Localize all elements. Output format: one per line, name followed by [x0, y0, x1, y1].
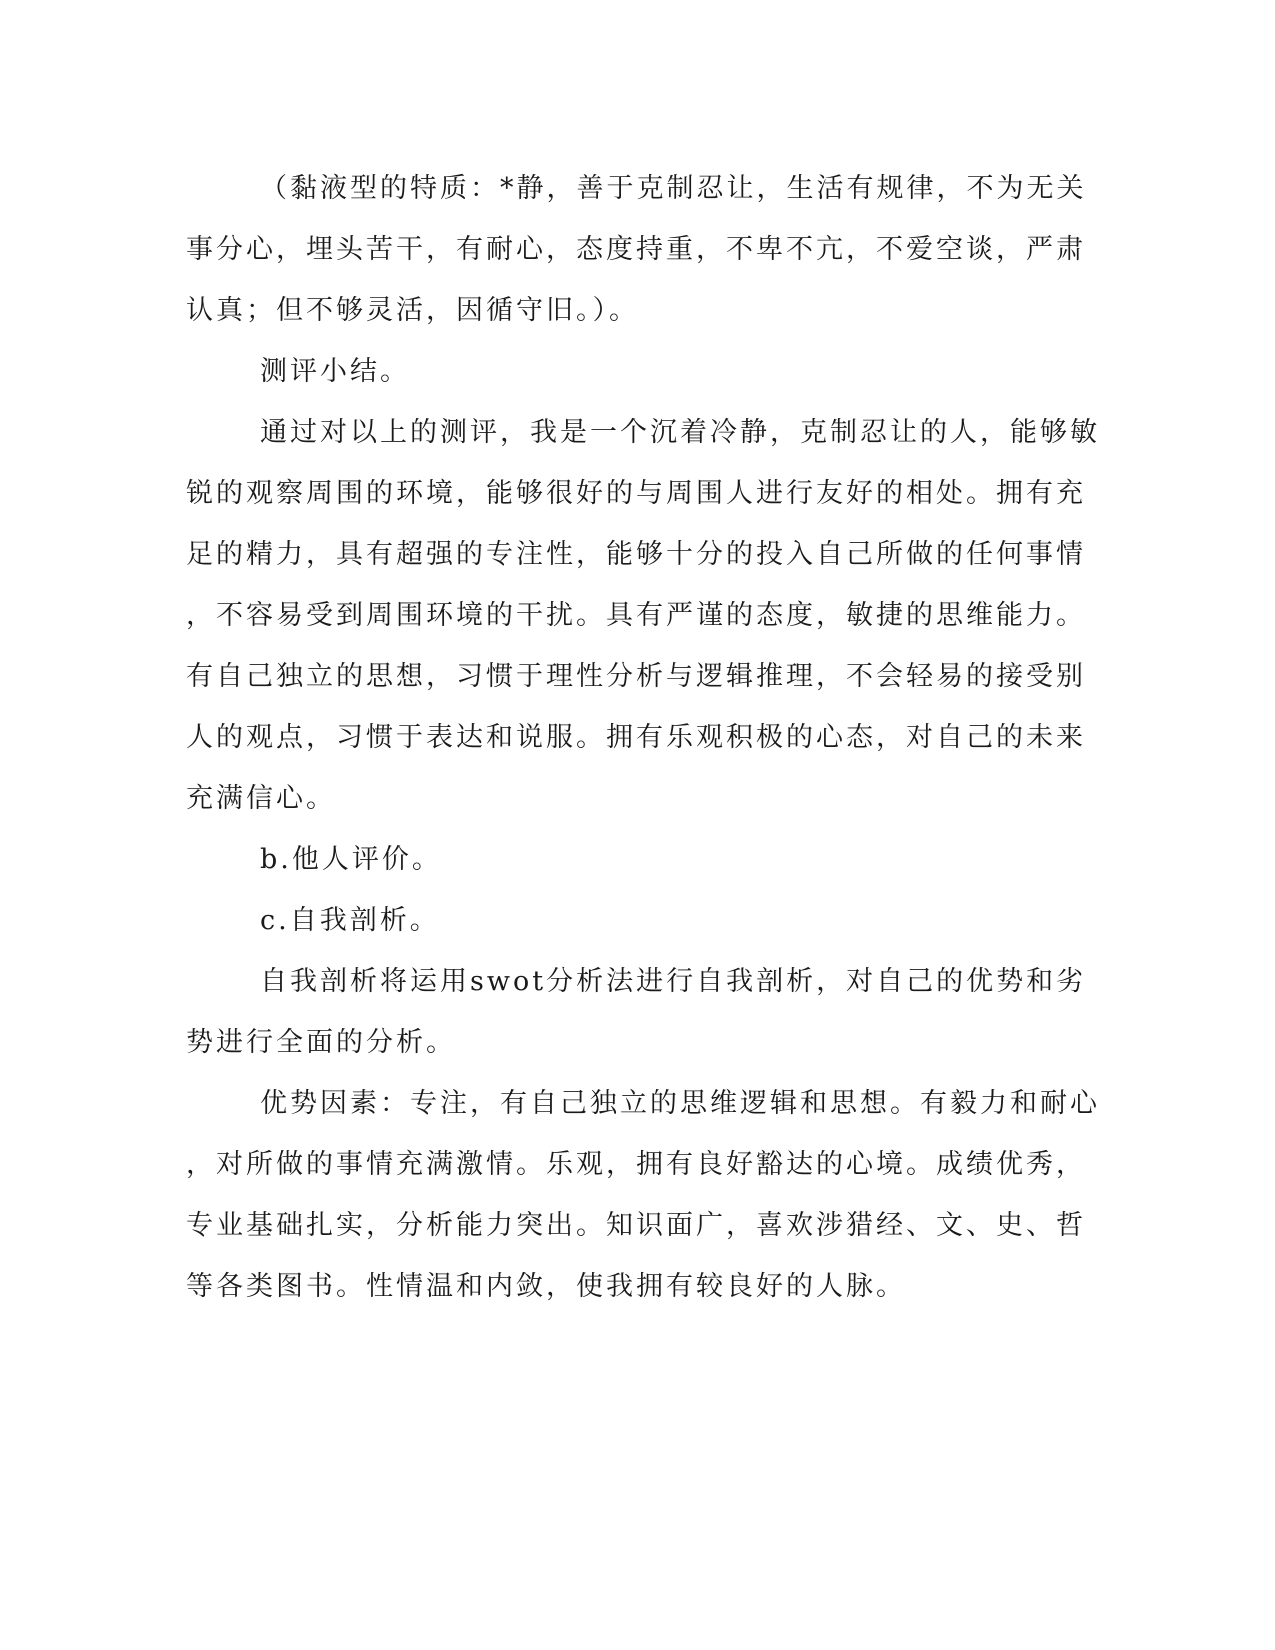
text-line: 专业基础扎实，分析能力突出。知识面广，喜欢涉猎经、文、史、哲 — [186, 1210, 1086, 1241]
text-line: ，不容易受到周围环境的干扰。具有严谨的态度，敏捷的思维能力。 — [186, 600, 1086, 631]
text-line: 等各类图书。性情温和内敛，使我拥有较良好的人脉。 — [186, 1271, 906, 1302]
section-heading: 测评小结。 — [260, 356, 410, 387]
document-body — [186, 158, 1100, 1317]
text-line: 事分心，埋头苦干，有耐心，态度持重，不卑不亢，不爱空谈，严肃 — [186, 234, 1086, 265]
text-line: （黏液型的特质：*静，善于克制忍让，生活有规律，不为无关 — [260, 173, 1087, 204]
text-line: 通过对以上的测评，我是一个沉着冷静，克制忍让的人，能够敏 — [260, 417, 1100, 448]
text-line: 人的观点，习惯于表达和说服。拥有乐观积极的心态，对自己的未来 — [186, 722, 1086, 753]
section-heading: b.他人评价。 — [260, 844, 442, 875]
text-line: ，对所做的事情充满激情。乐观，拥有良好豁达的心境。成绩优秀， — [186, 1149, 1086, 1180]
text-line: 自我剖析将运用swot分析法进行自我剖析，对自己的优势和劣 — [260, 966, 1087, 997]
text-line: 锐的观察周围的环境，能够很好的与周围人进行友好的相处。拥有充 — [186, 478, 1086, 509]
text-line: 认真；但不够灵活，因循守旧。）。 — [186, 295, 639, 326]
text-line: 充满信心。 — [186, 783, 336, 814]
text-line: 势进行全面的分析。 — [186, 1027, 456, 1058]
text-line: 优势因素：专注，有自己独立的思维逻辑和思想。有毅力和耐心 — [260, 1088, 1100, 1119]
text-line: 足的精力，具有超强的专注性，能够十分的投入自己所做的任何事情 — [186, 539, 1086, 570]
section-heading: c.自我剖析。 — [260, 905, 440, 936]
text-line: 有自己独立的思想，习惯于理性分析与逻辑推理，不会轻易的接受别 — [186, 661, 1086, 692]
